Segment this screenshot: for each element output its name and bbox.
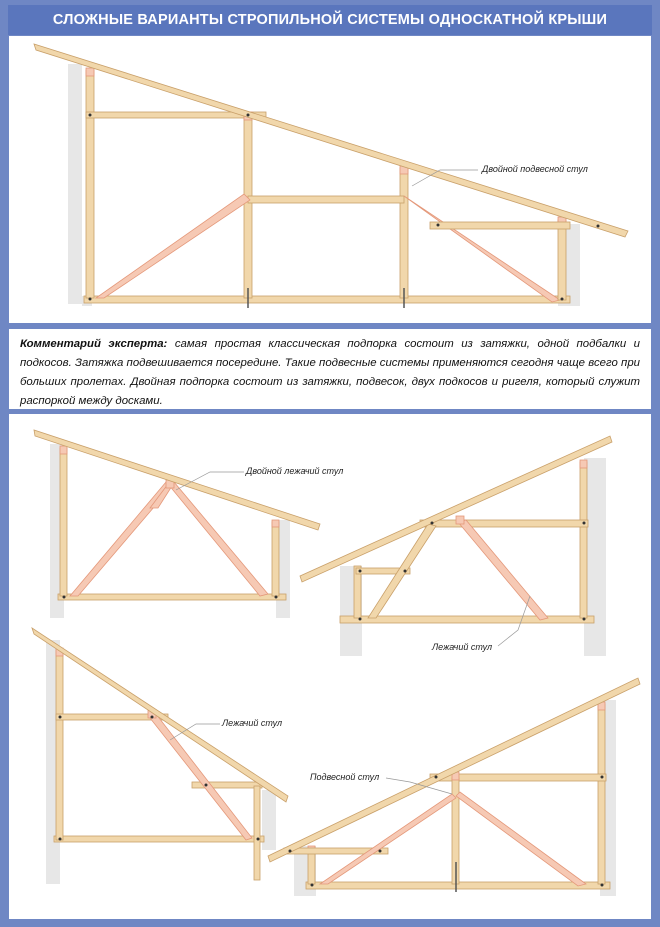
diagram-hanging-chair [268,678,640,896]
tie-beam [54,836,264,842]
strut-right [458,520,548,620]
rafter [34,430,320,530]
post-right [254,786,260,880]
strut [150,714,252,840]
strut-left [320,794,456,884]
hanger-post-1 [244,114,252,298]
rafter [34,44,628,237]
tie-beam [340,616,594,623]
tie-beam [58,594,286,600]
label-hanging-chair: Подвесной стул [310,772,380,782]
crossbar [248,196,404,203]
post-right [580,462,587,618]
wall-right [566,224,580,306]
diagram-lying-chair-left [32,628,288,884]
top-beam [420,520,588,527]
comment-lead: Комментарий эксперта: [20,338,168,350]
strut-right [404,196,560,302]
label-double-lying-chair: Двойной лежачий стул [246,466,344,476]
tie-beam [84,296,570,303]
comment-text: самая простая классическая подпорка состоит из затяжки, одной подбалки и подкосов. Затяжка подвешивается посередине. Такие подвесные системы применяются сегодня чаще всего при больших пролетах. Двойная подпорка состоит из затяжки, подвесок, двух подкосов и ригеля, который служит распоркой между досками. [20,338,640,407]
right-beam [430,222,570,229]
label-lying-chair-right: Лежачий стул [432,642,493,652]
hanger-post-2 [400,168,408,298]
post-left [60,448,67,596]
wall-left [68,64,82,304]
rafter [300,436,612,582]
page-title: СЛОЖНЫЕ ВАРИАНТЫ СТРОПИЛЬНОЙ СИСТЕМЫ ОДНОСКАТНОЙ КРЫШИ [8,5,652,35]
diagram-lying-chair-right [300,436,612,656]
post-right [598,704,605,884]
diagram-double-hanging-chair [34,44,628,308]
strut-left [96,194,250,298]
strut-right [168,482,268,596]
post-right [558,220,566,300]
post-left [86,70,94,298]
label-lying-chair-left: Лежачий стул [222,718,283,728]
post-right [272,522,279,596]
strut-right [456,792,586,886]
diagram-double-lying-chair [34,430,343,618]
label-double-hanging-chair: Двойной подвесной стул [482,164,588,174]
post-left [56,650,63,840]
